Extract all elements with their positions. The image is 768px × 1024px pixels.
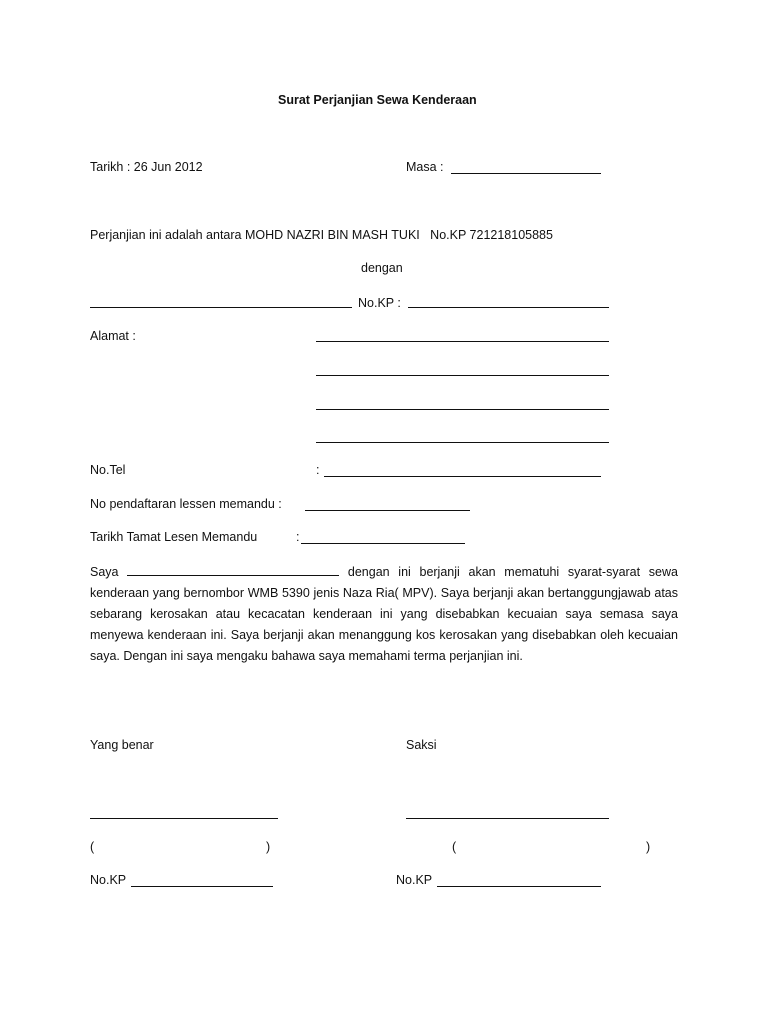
saksi-label: Saksi [406, 738, 437, 752]
licence-expiry-colon: : [296, 530, 300, 544]
licence-expiry-field[interactable] [301, 543, 465, 544]
witness-signature-line[interactable] [406, 818, 609, 819]
date-text: Tarikh : 26 Jun 2012 [90, 160, 203, 174]
renter-signature-line[interactable] [90, 818, 278, 819]
time-label: Masa : [406, 160, 444, 174]
licence-field[interactable] [305, 510, 470, 511]
address-line-4[interactable] [316, 442, 609, 443]
renter-nokp-label: No.KP [90, 873, 127, 887]
notel-label: No.Tel [90, 463, 126, 477]
yang-benar-label: Yang benar [90, 738, 154, 752]
address-line-3[interactable] [316, 409, 609, 410]
page-title: Surat Perjanjian Sewa Kenderaan [278, 93, 477, 107]
witness-nokp-label: No.KP [396, 873, 433, 887]
paragraph-body: dengan ini berjanji akan mematuhi syarat-syarat sewa kenderaan yang bernombor WMB 5390 jenis Naza Ria( MPV). Saya berjanji akan bertanggungjawab atas sebarang kerosakan atau kecacatan kenderaan ini yang disebabkan kecuaian saya semasa saya menyewa kenderaan ini. Saya berjanji akan menanggung kos kerosakan yang disebabkan oleh kecuaian saya. Dengan ini saya mengaku bahawa saya memahami terma perjanjian ini. [90, 565, 678, 663]
notel-colon: : [316, 463, 320, 477]
phone-field[interactable] [324, 476, 601, 477]
time-field[interactable] [451, 173, 601, 174]
paragraph-start: Saya [90, 565, 128, 579]
witness-nokp-field[interactable] [437, 886, 601, 887]
second-party-name-field[interactable] [90, 307, 352, 308]
renter-paren-open: ( [90, 840, 95, 854]
dengan-text: dengan [361, 261, 403, 275]
nokp-label: No.KP : [358, 296, 401, 310]
address-line-1[interactable] [316, 341, 609, 342]
renter-paren-close: ) [266, 840, 271, 854]
agreement-paragraph [90, 562, 678, 667]
witness-paren-open: ( [452, 840, 457, 854]
alamat-label: Alamat : [90, 329, 136, 343]
renter-nokp-field[interactable] [131, 886, 273, 887]
second-party-nokp-field[interactable] [408, 307, 609, 308]
renter-name-field[interactable] [127, 563, 339, 576]
address-line-2[interactable] [316, 375, 609, 376]
witness-paren-close: ) [646, 840, 651, 854]
licence-label: No pendaftaran lessen memandu : [90, 497, 282, 511]
intro-text: Perjanjian ini adalah antara MOHD NAZRI BIN MASH TUKI No.KP 721218105885 [90, 228, 553, 242]
licence-expiry-label: Tarikh Tamat Lesen Memandu [90, 530, 258, 544]
